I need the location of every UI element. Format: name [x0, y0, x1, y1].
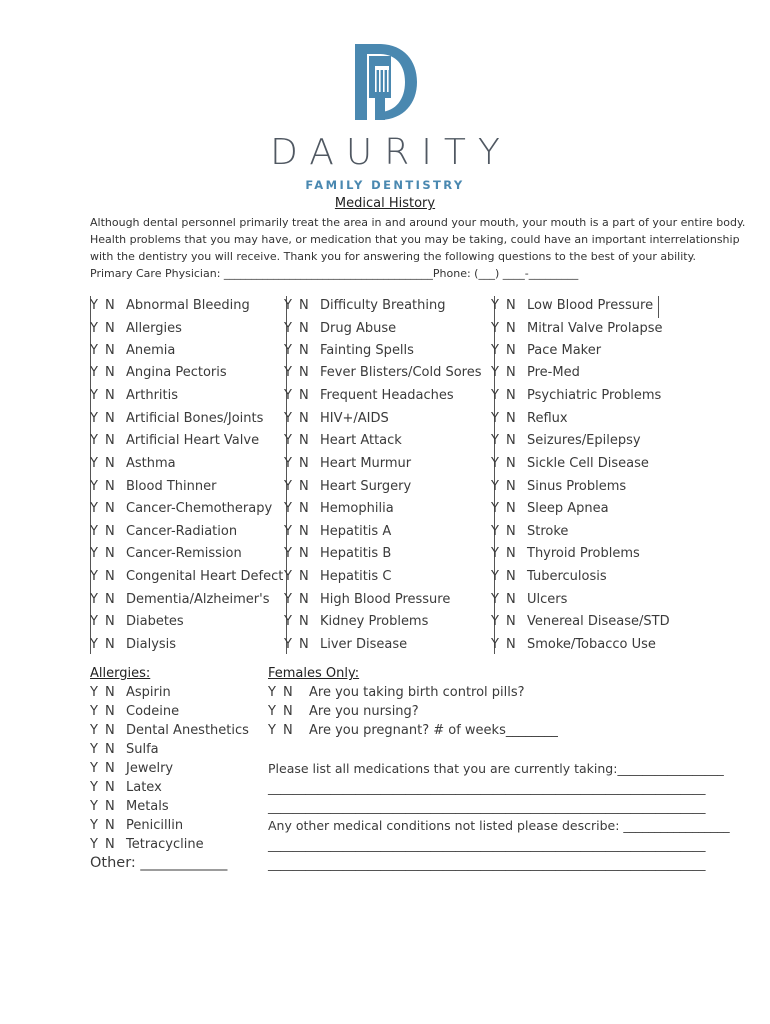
condition-label: Sulfa	[126, 742, 159, 757]
yes-option[interactable]: Y	[90, 685, 98, 700]
condition-row	[491, 297, 653, 319]
females-question-row	[268, 683, 718, 702]
condition-row	[284, 545, 391, 567]
no-option[interactable]: N	[299, 343, 309, 358]
no-option[interactable]: N	[283, 704, 293, 719]
condition-label: Are you pregnant? # of weeks________	[309, 723, 558, 738]
yes-option[interactable]: Y	[90, 298, 98, 313]
no-option[interactable]: N	[299, 388, 309, 403]
females-heading: Females Only:	[268, 666, 360, 681]
yes-option[interactable]: Y	[284, 298, 292, 313]
condition-row	[284, 387, 454, 409]
condition-label: Latex	[126, 780, 162, 795]
yes-option[interactable]: Y	[284, 569, 292, 584]
yes-option[interactable]: Y	[90, 433, 98, 448]
yes-option[interactable]: Y	[284, 501, 292, 516]
yes-option[interactable]: Y	[90, 479, 98, 494]
yes-option[interactable]: Y	[491, 456, 499, 471]
no-option[interactable]: N	[299, 546, 309, 561]
condition-label: Dementia/Alzheimer's	[126, 592, 270, 607]
yes-option[interactable]: Y	[284, 365, 292, 380]
yes-option[interactable]: Y	[90, 546, 98, 561]
no-option[interactable]: N	[299, 433, 309, 448]
yes-option[interactable]: Y	[90, 592, 98, 607]
condition-label: Abnormal Bleeding	[126, 298, 250, 313]
condition-row	[90, 591, 270, 613]
condition-row	[90, 613, 184, 635]
condition-label: Congenital Heart Defect	[126, 569, 284, 584]
condition-label: Cancer-Remission	[126, 546, 242, 561]
no-option[interactable]: N	[105, 685, 115, 700]
condition-label: Heart Murmur	[320, 456, 412, 471]
intro-line: with the dentistry you will receive. Thank you for answering the following questions to the best of your ability.	[90, 250, 697, 263]
yes-option[interactable]: Y	[284, 524, 292, 539]
no-option[interactable]: N	[506, 546, 516, 561]
no-option[interactable]: N	[105, 388, 115, 403]
no-option[interactable]: N	[105, 321, 115, 336]
no-option[interactable]: N	[105, 704, 115, 719]
no-option[interactable]: N	[105, 818, 115, 833]
yes-option[interactable]: Y	[90, 761, 98, 776]
condition-label: Thyroid Problems	[527, 546, 640, 561]
condition-label: Blood Thinner	[126, 479, 217, 494]
no-option[interactable]: N	[105, 592, 115, 607]
condition-row	[284, 342, 414, 364]
condition-row	[90, 320, 182, 342]
yes-option[interactable]: Y	[284, 546, 292, 561]
yes-option[interactable]: Y	[90, 524, 98, 539]
condition-row	[90, 455, 176, 477]
allergy-row	[90, 797, 260, 816]
yes-option[interactable]: Y	[90, 501, 98, 516]
condition-label: Tuberculosis	[527, 569, 607, 584]
condition-row	[491, 545, 640, 567]
no-option[interactable]: N	[105, 411, 115, 426]
condition-row	[90, 636, 176, 658]
no-option[interactable]: N	[105, 780, 115, 795]
yes-option[interactable]: Y	[491, 411, 499, 426]
no-option[interactable]: N	[299, 592, 309, 607]
condition-label: Angina Pectoris	[126, 365, 227, 380]
no-option[interactable]: N	[105, 761, 115, 776]
females-question-row	[268, 702, 718, 721]
condition-label: Kidney Problems	[320, 614, 429, 629]
condition-row	[90, 364, 227, 386]
condition-label: Mitral Valve Prolapse	[527, 321, 663, 336]
yes-option[interactable]: Y	[284, 343, 292, 358]
condition-row	[491, 478, 626, 500]
condition-row	[284, 364, 482, 386]
allergy-row	[90, 683, 260, 702]
condition-row	[491, 523, 568, 545]
condition-label: High Blood Pressure	[320, 592, 451, 607]
condition-row	[284, 613, 428, 635]
condition-label: Drug Abuse	[320, 321, 397, 336]
yes-option[interactable]: Y	[284, 388, 292, 403]
other-conditions-blank-line[interactable]: ______________________________________________________________________	[268, 837, 706, 852]
no-option[interactable]: N	[506, 433, 516, 448]
no-option[interactable]: N	[299, 411, 309, 426]
yes-option[interactable]: Y	[491, 343, 499, 358]
allergy-row	[90, 816, 260, 835]
condition-label: HIV+/AIDS	[320, 411, 389, 426]
yes-option[interactable]: Y	[90, 837, 98, 852]
condition-label: Fever Blisters/Cold Sores	[320, 365, 482, 380]
page-title: Medical History	[334, 196, 436, 211]
allergy-row	[90, 759, 260, 778]
condition-row	[90, 387, 178, 409]
yes-option[interactable]: Y	[90, 411, 98, 426]
no-option[interactable]: N	[299, 321, 309, 336]
yes-option[interactable]: Y	[90, 818, 98, 833]
condition-row	[284, 523, 391, 545]
medications-prompt[interactable]: Please list all medications that you are currently taking:_________________	[268, 761, 724, 776]
no-option[interactable]: N	[105, 614, 115, 629]
no-option[interactable]: N	[506, 569, 516, 584]
condition-row	[491, 455, 649, 477]
condition-label: Hepatitis B	[320, 546, 392, 561]
condition-label: Hepatitis C	[320, 569, 392, 584]
condition-label: Stroke	[527, 524, 569, 539]
no-option[interactable]: N	[283, 723, 293, 738]
yes-option[interactable]: Y	[90, 723, 98, 738]
no-option[interactable]: N	[506, 592, 516, 607]
yes-option[interactable]: Y	[90, 780, 98, 795]
no-option[interactable]: N	[506, 524, 516, 539]
condition-row	[90, 500, 272, 522]
condition-label: Heart Surgery	[320, 479, 412, 494]
condition-label: Pre-Med	[527, 365, 580, 380]
condition-label: Allergies	[126, 321, 182, 336]
condition-label: Hepatitis A	[320, 524, 392, 539]
condition-row	[90, 410, 263, 432]
yes-option[interactable]: Y	[491, 298, 499, 313]
no-option[interactable]: N	[506, 614, 516, 629]
condition-row	[491, 364, 580, 386]
condition-label: Tetracycline	[126, 837, 204, 852]
yes-option[interactable]: Y	[491, 365, 499, 380]
intro-text	[90, 214, 746, 282]
condition-label: Low Blood Pressure	[527, 298, 654, 313]
condition-label: Dental Anesthetics	[126, 723, 249, 738]
no-option[interactable]: N	[506, 411, 516, 426]
no-option[interactable]: N	[105, 456, 115, 471]
condition-row	[491, 432, 641, 454]
condition-row	[90, 297, 250, 319]
yes-option[interactable]: Y	[90, 365, 98, 380]
condition-row	[90, 478, 216, 500]
no-option[interactable]: N	[299, 637, 309, 652]
no-option[interactable]: N	[105, 799, 115, 814]
condition-row	[284, 478, 411, 500]
yes-option[interactable]: Y	[90, 704, 98, 719]
condition-label: Arthritis	[126, 388, 179, 403]
condition-row	[491, 387, 661, 409]
yes-option[interactable]: Y	[491, 592, 499, 607]
condition-row	[90, 523, 237, 545]
yes-option[interactable]: Y	[284, 411, 292, 426]
yes-option[interactable]: Y	[90, 637, 98, 652]
no-option[interactable]: N	[105, 365, 115, 380]
condition-label: Metals	[126, 799, 169, 814]
condition-label: Penicillin	[126, 818, 184, 833]
no-option[interactable]: N	[105, 524, 115, 539]
condition-label: Pace Maker	[527, 343, 602, 358]
condition-row	[491, 410, 568, 432]
yes-option[interactable]: Y	[491, 637, 499, 652]
yes-option[interactable]: Y	[90, 614, 98, 629]
yes-option[interactable]: Y	[268, 723, 276, 738]
condition-label: Jewelry	[126, 761, 174, 776]
condition-row	[90, 432, 259, 454]
allergy-row	[90, 740, 260, 759]
condition-row	[284, 568, 391, 590]
condition-row	[491, 342, 601, 364]
condition-label: Sinus Problems	[527, 479, 627, 494]
no-option[interactable]: N	[299, 456, 309, 471]
yes-option[interactable]: Y	[284, 479, 292, 494]
condition-label: Psychiatric Problems	[527, 388, 662, 403]
yes-option[interactable]: Y	[90, 742, 98, 757]
no-option[interactable]: N	[299, 298, 309, 313]
tooth-d-logo-icon	[355, 44, 419, 122]
no-option[interactable]: N	[506, 321, 516, 336]
no-option[interactable]: N	[299, 569, 309, 584]
condition-label: Cancer-Chemotherapy	[126, 501, 273, 516]
intro-line: Health problems that you may have, or medication that you may be taking, could have an important interrelationship	[90, 233, 740, 246]
conditions-grid	[90, 296, 670, 656]
allergies-heading: Allergies:	[90, 666, 151, 681]
no-option[interactable]: N	[506, 501, 516, 516]
no-option[interactable]: N	[105, 546, 115, 561]
condition-row	[90, 568, 283, 590]
condition-row	[491, 613, 670, 635]
condition-row	[284, 432, 402, 454]
condition-label: Hemophilia	[320, 501, 394, 516]
no-option[interactable]: N	[506, 365, 516, 380]
yes-option[interactable]: Y	[491, 388, 499, 403]
no-option[interactable]: N	[105, 479, 115, 494]
yes-option[interactable]: Y	[491, 321, 499, 336]
condition-label: Anemia	[126, 343, 176, 358]
allergy-row	[90, 778, 260, 797]
column-divider	[658, 296, 659, 318]
no-option[interactable]: N	[299, 524, 309, 539]
brand-tagline: FAMILY DENTISTRY	[305, 178, 465, 192]
condition-row	[284, 591, 450, 613]
no-option[interactable]: N	[506, 637, 516, 652]
condition-row	[284, 455, 411, 477]
condition-label: Sickle Cell Disease	[527, 456, 649, 471]
condition-label: Fainting Spells	[320, 343, 414, 358]
condition-row	[491, 500, 609, 522]
condition-label: Frequent Headaches	[320, 388, 454, 403]
no-option[interactable]: N	[506, 388, 516, 403]
no-option[interactable]: N	[506, 479, 516, 494]
allergy-row	[90, 835, 260, 854]
condition-row	[90, 545, 242, 567]
no-option[interactable]: N	[105, 723, 115, 738]
females-section	[268, 664, 730, 873]
condition-label: Cancer-Radiation	[126, 524, 238, 539]
condition-label: Codeine	[126, 704, 180, 719]
no-option[interactable]: N	[105, 742, 115, 757]
condition-label: Are you taking birth control pills?	[309, 685, 525, 700]
allergy-row	[90, 702, 260, 721]
condition-label: Ulcers	[527, 592, 568, 607]
yes-option[interactable]: Y	[284, 456, 292, 471]
condition-row	[491, 320, 663, 342]
yes-option[interactable]: Y	[284, 433, 292, 448]
females-list	[268, 683, 718, 740]
yes-option[interactable]: Y	[268, 704, 276, 719]
allergies-section	[90, 664, 260, 873]
no-option[interactable]: N	[299, 501, 309, 516]
medications-blank-line[interactable]: ______________________________________________________________________	[268, 799, 706, 814]
no-option[interactable]: N	[506, 456, 516, 471]
yes-option[interactable]: Y	[90, 321, 98, 336]
condition-row	[284, 320, 396, 342]
condition-label: Aspirin	[126, 685, 171, 700]
females-question-row	[268, 721, 718, 740]
yes-option[interactable]: Y	[268, 685, 276, 700]
other-allergy-field[interactable]: Other: ____________	[90, 855, 228, 871]
no-option[interactable]: N	[105, 433, 115, 448]
condition-label: Heart Attack	[320, 433, 402, 448]
no-option[interactable]: N	[105, 569, 115, 584]
brand-name: DAURITY	[270, 132, 512, 173]
condition-label: Venereal Disease/STD	[527, 614, 670, 629]
no-option[interactable]: N	[506, 298, 516, 313]
no-option[interactable]: N	[283, 685, 293, 700]
yes-option[interactable]: Y	[284, 637, 292, 652]
no-option[interactable]: N	[506, 343, 516, 358]
no-option[interactable]: N	[105, 501, 115, 516]
yes-option[interactable]: Y	[491, 524, 499, 539]
other-conditions-prompt[interactable]: Any other medical conditions not listed please describe: _________________	[268, 818, 730, 833]
no-option[interactable]: N	[299, 614, 309, 629]
condition-row	[284, 636, 407, 658]
allergy-row	[90, 721, 260, 740]
condition-row	[284, 297, 446, 319]
yes-option[interactable]: Y	[90, 343, 98, 358]
yes-option[interactable]: Y	[491, 433, 499, 448]
physician-phone-line[interactable]: Primary Care Physician: ______________________________________Phone: (___) ____-_________	[90, 267, 579, 280]
yes-option[interactable]: Y	[491, 546, 499, 561]
allergies-list	[90, 683, 260, 854]
yes-option[interactable]: Y	[491, 569, 499, 584]
condition-label: Difficulty Breathing	[320, 298, 446, 313]
yes-option[interactable]: Y	[90, 799, 98, 814]
yes-option[interactable]: Y	[90, 456, 98, 471]
yes-option[interactable]: Y	[284, 321, 292, 336]
no-option[interactable]: N	[105, 343, 115, 358]
condition-label: Artificial Heart Valve	[126, 433, 260, 448]
no-option[interactable]: N	[105, 298, 115, 313]
condition-row	[284, 500, 394, 522]
yes-option[interactable]: Y	[491, 614, 499, 629]
condition-label: Diabetes	[126, 614, 184, 629]
condition-label: Smoke/Tobacco Use	[527, 637, 656, 652]
condition-label: Sleep Apnea	[527, 501, 609, 516]
condition-label: Reflux	[527, 411, 568, 426]
yes-option[interactable]: Y	[90, 388, 98, 403]
no-option[interactable]: N	[105, 637, 115, 652]
condition-label: Liver Disease	[320, 637, 408, 652]
no-option[interactable]: N	[105, 837, 115, 852]
no-option[interactable]: N	[299, 479, 309, 494]
condition-row	[491, 591, 567, 613]
medications-blank-line[interactable]: ______________________________________________________________________	[268, 780, 706, 795]
condition-label: Dialysis	[126, 637, 177, 652]
yes-option[interactable]: Y	[284, 614, 292, 629]
condition-label: Are you nursing?	[309, 704, 419, 719]
condition-row	[491, 636, 656, 658]
intro-line: Although dental personnel primarily treat the area in and around your mouth, your mouth is a part of your entire body.	[90, 216, 746, 229]
condition-row	[284, 410, 389, 432]
condition-label: Artificial Bones/Joints	[126, 411, 264, 426]
condition-label: Asthma	[126, 456, 176, 471]
condition-row	[491, 568, 607, 590]
yes-option[interactable]: Y	[90, 569, 98, 584]
yes-option[interactable]: Y	[491, 479, 499, 494]
yes-option[interactable]: Y	[284, 592, 292, 607]
yes-option[interactable]: Y	[491, 501, 499, 516]
no-option[interactable]: N	[299, 365, 309, 380]
condition-label: Seizures/Epilepsy	[527, 433, 641, 448]
condition-row	[90, 342, 175, 364]
other-conditions-blank-line[interactable]: ______________________________________________________________________	[268, 856, 706, 871]
